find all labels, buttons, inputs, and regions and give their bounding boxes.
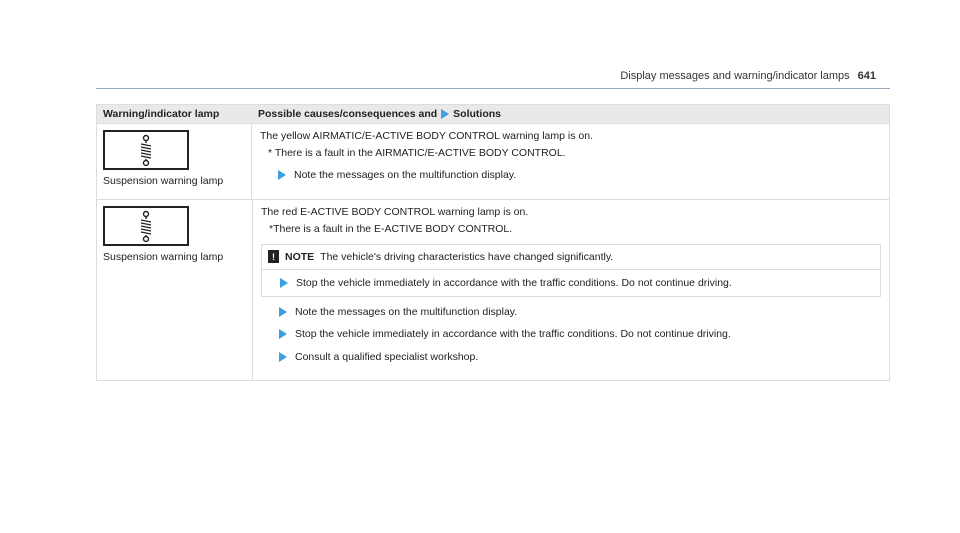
note-header bbox=[262, 245, 880, 270]
action-arrow-icon bbox=[279, 329, 287, 339]
note-text: The vehicle's driving characteristics have changed significantly. bbox=[320, 250, 614, 263]
fault-text: *There is a fault in the E-ACTIVE BODY CONTROL. bbox=[269, 222, 513, 235]
note-action bbox=[262, 270, 880, 296]
note-label: NOTE bbox=[285, 250, 315, 263]
page-header bbox=[620, 70, 876, 82]
note-action-text: Stop the vehicle immediately in accordance with the traffic conditions. Do not continue driving. bbox=[296, 277, 732, 290]
action-text: Note the messages on the multifunction display. bbox=[294, 169, 517, 182]
action-item bbox=[260, 168, 881, 182]
action-item bbox=[261, 350, 881, 364]
table-row bbox=[97, 123, 889, 199]
suspension-warning-icon bbox=[103, 130, 189, 170]
action-arrow-icon bbox=[279, 307, 287, 317]
causes-cell bbox=[252, 124, 889, 199]
table-header bbox=[97, 105, 889, 123]
action-text: Stop the vehicle immediately in accordance with the traffic conditions. Do not continue driving. bbox=[295, 328, 731, 341]
lamp-label: Suspension warning lamp bbox=[103, 175, 224, 187]
causes-cell bbox=[252, 200, 889, 380]
suspension-warning-icon bbox=[103, 206, 189, 246]
action-arrow-icon bbox=[280, 278, 288, 288]
col2-header bbox=[252, 107, 889, 121]
action-arrow-icon bbox=[278, 170, 286, 180]
lamp-cell bbox=[97, 124, 252, 199]
warning-lamp-table bbox=[96, 104, 890, 381]
col2-header-text: Possible causes/consequences and bbox=[258, 107, 438, 120]
solution-arrow-icon bbox=[441, 109, 449, 119]
cause-text: The red E-ACTIVE BODY CONTROL warning lamp is on. bbox=[261, 205, 529, 218]
action-item bbox=[261, 327, 881, 341]
action-text: Consult a qualified specialist workshop. bbox=[295, 350, 479, 363]
lamp-label: Suspension warning lamp bbox=[103, 250, 224, 263]
action-text: Note the messages on the multifunction display. bbox=[295, 306, 518, 319]
action-arrow-icon bbox=[279, 352, 287, 362]
action-item bbox=[261, 305, 881, 319]
col2-header-suffix: Solutions bbox=[453, 107, 502, 120]
page-number: 641 bbox=[857, 70, 876, 82]
table-row bbox=[97, 199, 889, 380]
note-box bbox=[261, 244, 881, 297]
col1-header: Warning/indicator lamp bbox=[103, 107, 220, 120]
header-title: Display messages and warning/indicator lamps bbox=[620, 70, 850, 82]
cause-text: The yellow AIRMATIC/E-ACTIVE BODY CONTROL warning lamp is on. bbox=[260, 130, 593, 142]
header-divider bbox=[96, 88, 890, 89]
lamp-cell bbox=[97, 200, 252, 380]
fault-text: * There is a fault in the AIRMATIC/E-ACTIVE BODY CONTROL. bbox=[268, 147, 566, 160]
warning-icon: ! bbox=[268, 250, 279, 263]
